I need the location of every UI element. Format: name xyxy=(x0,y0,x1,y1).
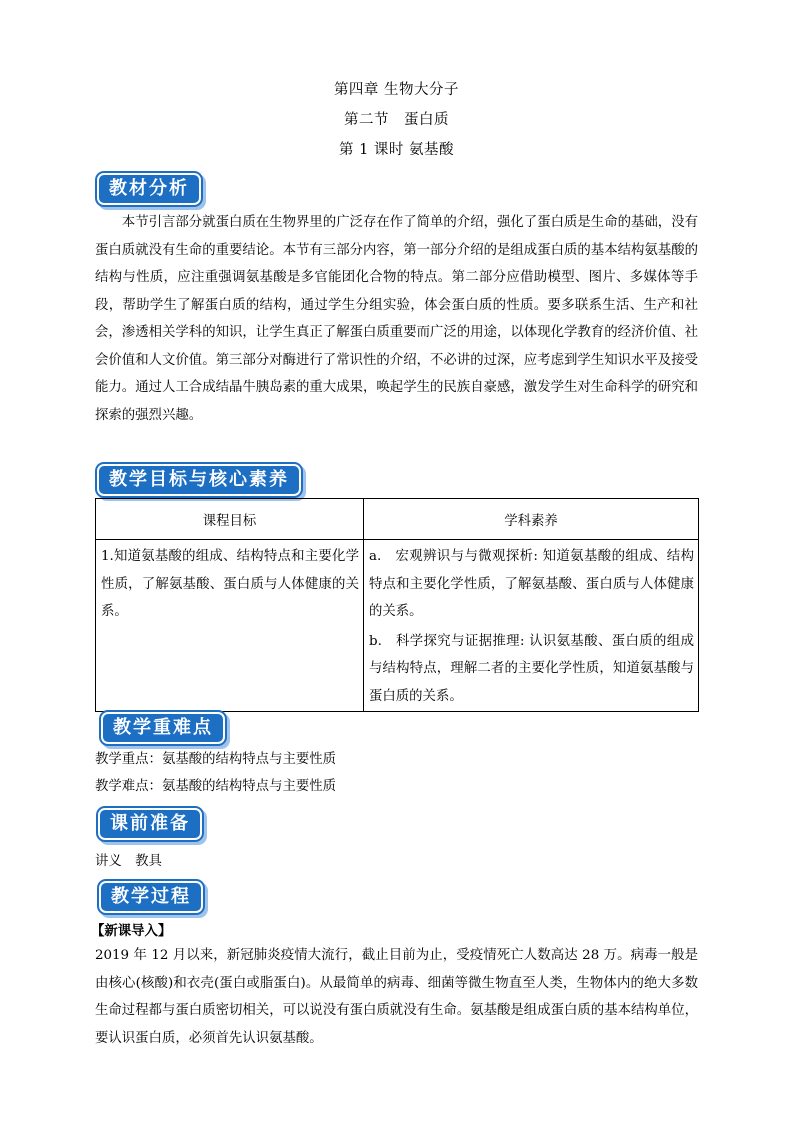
teaching-difficulty: 教学难点：氨基酸的结构特点与主要性质 xyxy=(95,779,337,794)
analysis-paragraph: 本节引言部分就蛋白质在生物界里的广泛存在作了简单的介绍，强化了蛋白质是生命的基础，没有蛋白质就没有生命的重要结论。本节有三部分内容，第一部分介绍的是组成蛋白质的基本结构氨基酸的结构与性质，应注重强调氨基酸是多官能团化合物的特点。第二部分应借助模型、图片、多媒体等手段，帮助学生了解蛋白质的结构，通过学生分组实验，体会蛋白质的性质。要多联系生活、生产和社会，渗透相关学科的知识，让学生真正了解蛋白质重要而广泛的用途，以体现化学教育的经济价值、社会价值和人文价值。第三部分对酶进行了常识性的介绍，不必讲的过深，应考虑到学生知识水平及接受能力。通过人工合成结晶牛胰岛素的重大成果，唤起学生的民族自豪感，激发学生对生命科学的研究和探索的强烈兴趣。 xyxy=(95,215,698,423)
goals-col1-header: 课程目标 xyxy=(96,499,364,540)
section-title: 第二节 蛋白质 xyxy=(344,112,449,128)
table-header-row xyxy=(96,499,699,540)
prep-badge: 课前准备 xyxy=(98,808,202,840)
table-row xyxy=(96,540,699,712)
new-lesson-subhead: 【新课导入】 xyxy=(91,923,172,939)
goals-badge: 教学目标与核心素养 xyxy=(97,464,301,496)
teaching-focus: 教学重点：氨基酸的结构特点与主要性质 xyxy=(95,752,337,767)
literacy-item-b: b. 科学探究与证据推理: 认识氨基酸、蛋白质的组成与结构特点，理解二者的主要化学性质，知道氨基酸与蛋白质的关系。 xyxy=(369,633,694,704)
goals-table xyxy=(95,498,699,712)
lesson-title: 第 1 课时 氨基酸 xyxy=(338,142,455,158)
goals-col2-cell xyxy=(364,540,699,712)
process-badge: 教学过程 xyxy=(99,881,203,913)
process-paragraph: 2019 年 12 月以来，新冠肺炎疫情大流行，截止目前为止，受疫情死亡人数高达 28 万。病毒一般是由核心(核酸)和衣壳(蛋白或脂蛋白)。从最简单的病毒、细菌等微生物直至人类，生物体内的绝大多数生命过程都与蛋白质密切相关，可以说没有蛋白质就没有生命。氨基酸是组成蛋白质的基本结构单位，要认识蛋白质，必须首先认识氨基酸。 xyxy=(95,948,698,1046)
goals-col2-header: 学科素养 xyxy=(364,499,699,540)
course-goal-text: 1.知道氨基酸的组成、结构特点和主要化学性质，了解氨基酸、蛋白质与人体健康的关系。 xyxy=(101,549,359,619)
prep-text: 讲义 教具 xyxy=(95,854,162,869)
keypoints-badge: 教学重难点 xyxy=(101,712,225,744)
analysis-badge: 教材分析 xyxy=(97,173,201,205)
chapter-title: 第四章 生物大分子 xyxy=(333,82,460,98)
goals-col1-cell xyxy=(96,540,364,712)
literacy-item-a: a. 宏观辨识与与微观探析: 知道氨基酸的组成、结构特点和主要化学性质，了解氨基酸、蛋白质与人体健康的关系。 xyxy=(369,549,694,619)
